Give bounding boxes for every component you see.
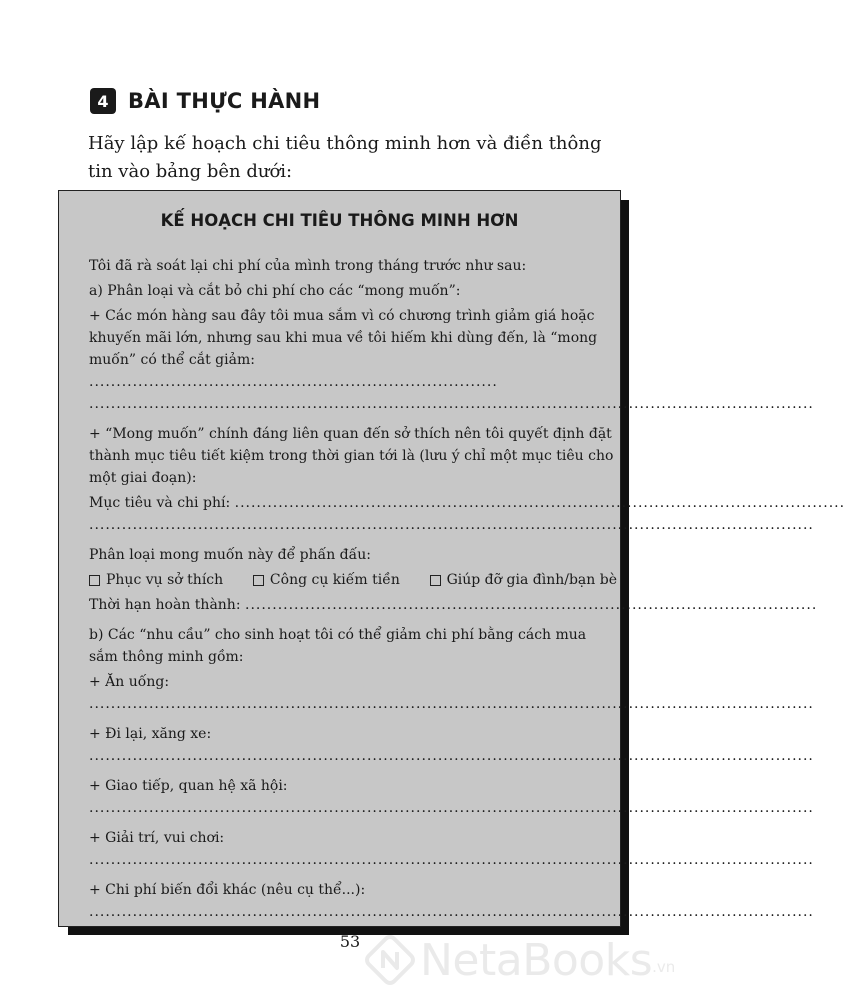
checkbox-hobby[interactable] <box>89 575 100 586</box>
goal-label: Mục tiêu và chi phí: <box>89 495 231 511</box>
page-number: 53 <box>339 932 361 951</box>
deadline-label: Thời hạn hoàn thành: <box>89 597 241 613</box>
need-other: + Chi phí biến đổi khác (nêu cụ thể...): <box>89 882 366 898</box>
need-food-fill-line[interactable]: ..................................................................................................................................... <box>89 696 814 712</box>
review-intro: Tôi đã rà soát lại chi phí của mình trong tháng trước như sau: <box>89 258 527 274</box>
a1-fill-line[interactable]: ..................................................................................................................................... <box>89 396 814 412</box>
a1-text: + Các món hàng sau đây tôi mua sắm vì có chương trình giảm giá hoặc khuyến mãi lớn, nhưng sau khi mua về tôi hiếm khi dùng đến, là “mong muốn” có thể cắt giảm: <box>89 308 598 368</box>
a2-paragraph: + “Mong muốn” chính đáng liên quan đến sở thích nên tôi quyết định đặt thành mục tiêu tiết kiệm trong thời gian tới là (lưu ý chỉ một mục tiêu cho một giai đoạn): <box>89 426 614 486</box>
option-helping-family[interactable] <box>430 569 617 591</box>
need-entertainment-fill-line[interactable]: ..................................................................................................................................... <box>89 852 814 868</box>
netabooks-logo-icon <box>364 934 416 986</box>
goal-fill-line[interactable]: ..................................................................................................................................... <box>89 517 814 533</box>
need-social: + Giao tiếp, quan hệ xã hội: <box>89 778 288 794</box>
need-transport-fill-line[interactable]: ..................................................................................................................................... <box>89 748 814 764</box>
need-transport: + Đi lại, xăng xe: <box>89 726 212 742</box>
deadline-fill-dots[interactable]: ......................................................................................................... <box>245 597 818 613</box>
need-other-fill-line[interactable]: ..................................................................................................................................... <box>89 904 814 920</box>
box-title: KẾ HOẠCH CHI TIÊU THÔNG MINH HƠN <box>160 211 519 230</box>
intro-paragraph: Hãy lập kế hoạch chi tiêu thông minh hơn và điền thông tin vào bảng bên dưới: <box>88 133 602 182</box>
goal-fill-dots[interactable]: ................................................................................................................ <box>234 495 845 511</box>
section-number-badge: 4 <box>90 88 116 114</box>
watermark <box>364 930 675 990</box>
part-b-heading: b) Các “nhu cầu” cho sinh hoạt tôi có thể giảm chi phí bằng cách mua sắm thông minh gồm: <box>89 627 587 665</box>
goal-row <box>89 492 845 514</box>
watermark-suffix: .vn <box>652 958 676 976</box>
section-title: BÀI THỰC HÀNH <box>128 89 321 113</box>
need-social-fill-line[interactable]: ..................................................................................................................................... <box>89 800 814 816</box>
need-food: + Ăn uống: <box>89 674 170 690</box>
watermark-brand: NetaBooks <box>420 934 653 986</box>
section-header <box>90 86 320 116</box>
option-earning-tool[interactable] <box>253 569 400 591</box>
option-earning-tool-label: Công cụ kiếm tiền <box>269 572 400 588</box>
classify-options <box>89 569 617 591</box>
option-hobby-label: Phục vụ sở thích <box>106 572 224 588</box>
deadline-row <box>89 594 818 616</box>
option-helping-family-label: Giúp đỡ gia đình/bạn bè <box>446 572 617 588</box>
box-content <box>89 255 845 923</box>
part-a-heading: a) Phân loại và cắt bỏ chi phí cho các “mong muốn”: <box>89 283 461 299</box>
a1-paragraph <box>89 305 617 393</box>
checkbox-earning-tool[interactable] <box>253 575 264 586</box>
checkbox-helping-family[interactable] <box>430 575 441 586</box>
a1-fill-dots[interactable]: ........................................................................... <box>89 374 498 390</box>
option-hobby[interactable] <box>89 569 223 591</box>
classify-label: Phân loại mong muốn này để phấn đấu: <box>89 547 371 563</box>
spending-plan-box <box>58 190 845 927</box>
need-entertainment: + Giải trí, vui chơi: <box>89 830 225 846</box>
